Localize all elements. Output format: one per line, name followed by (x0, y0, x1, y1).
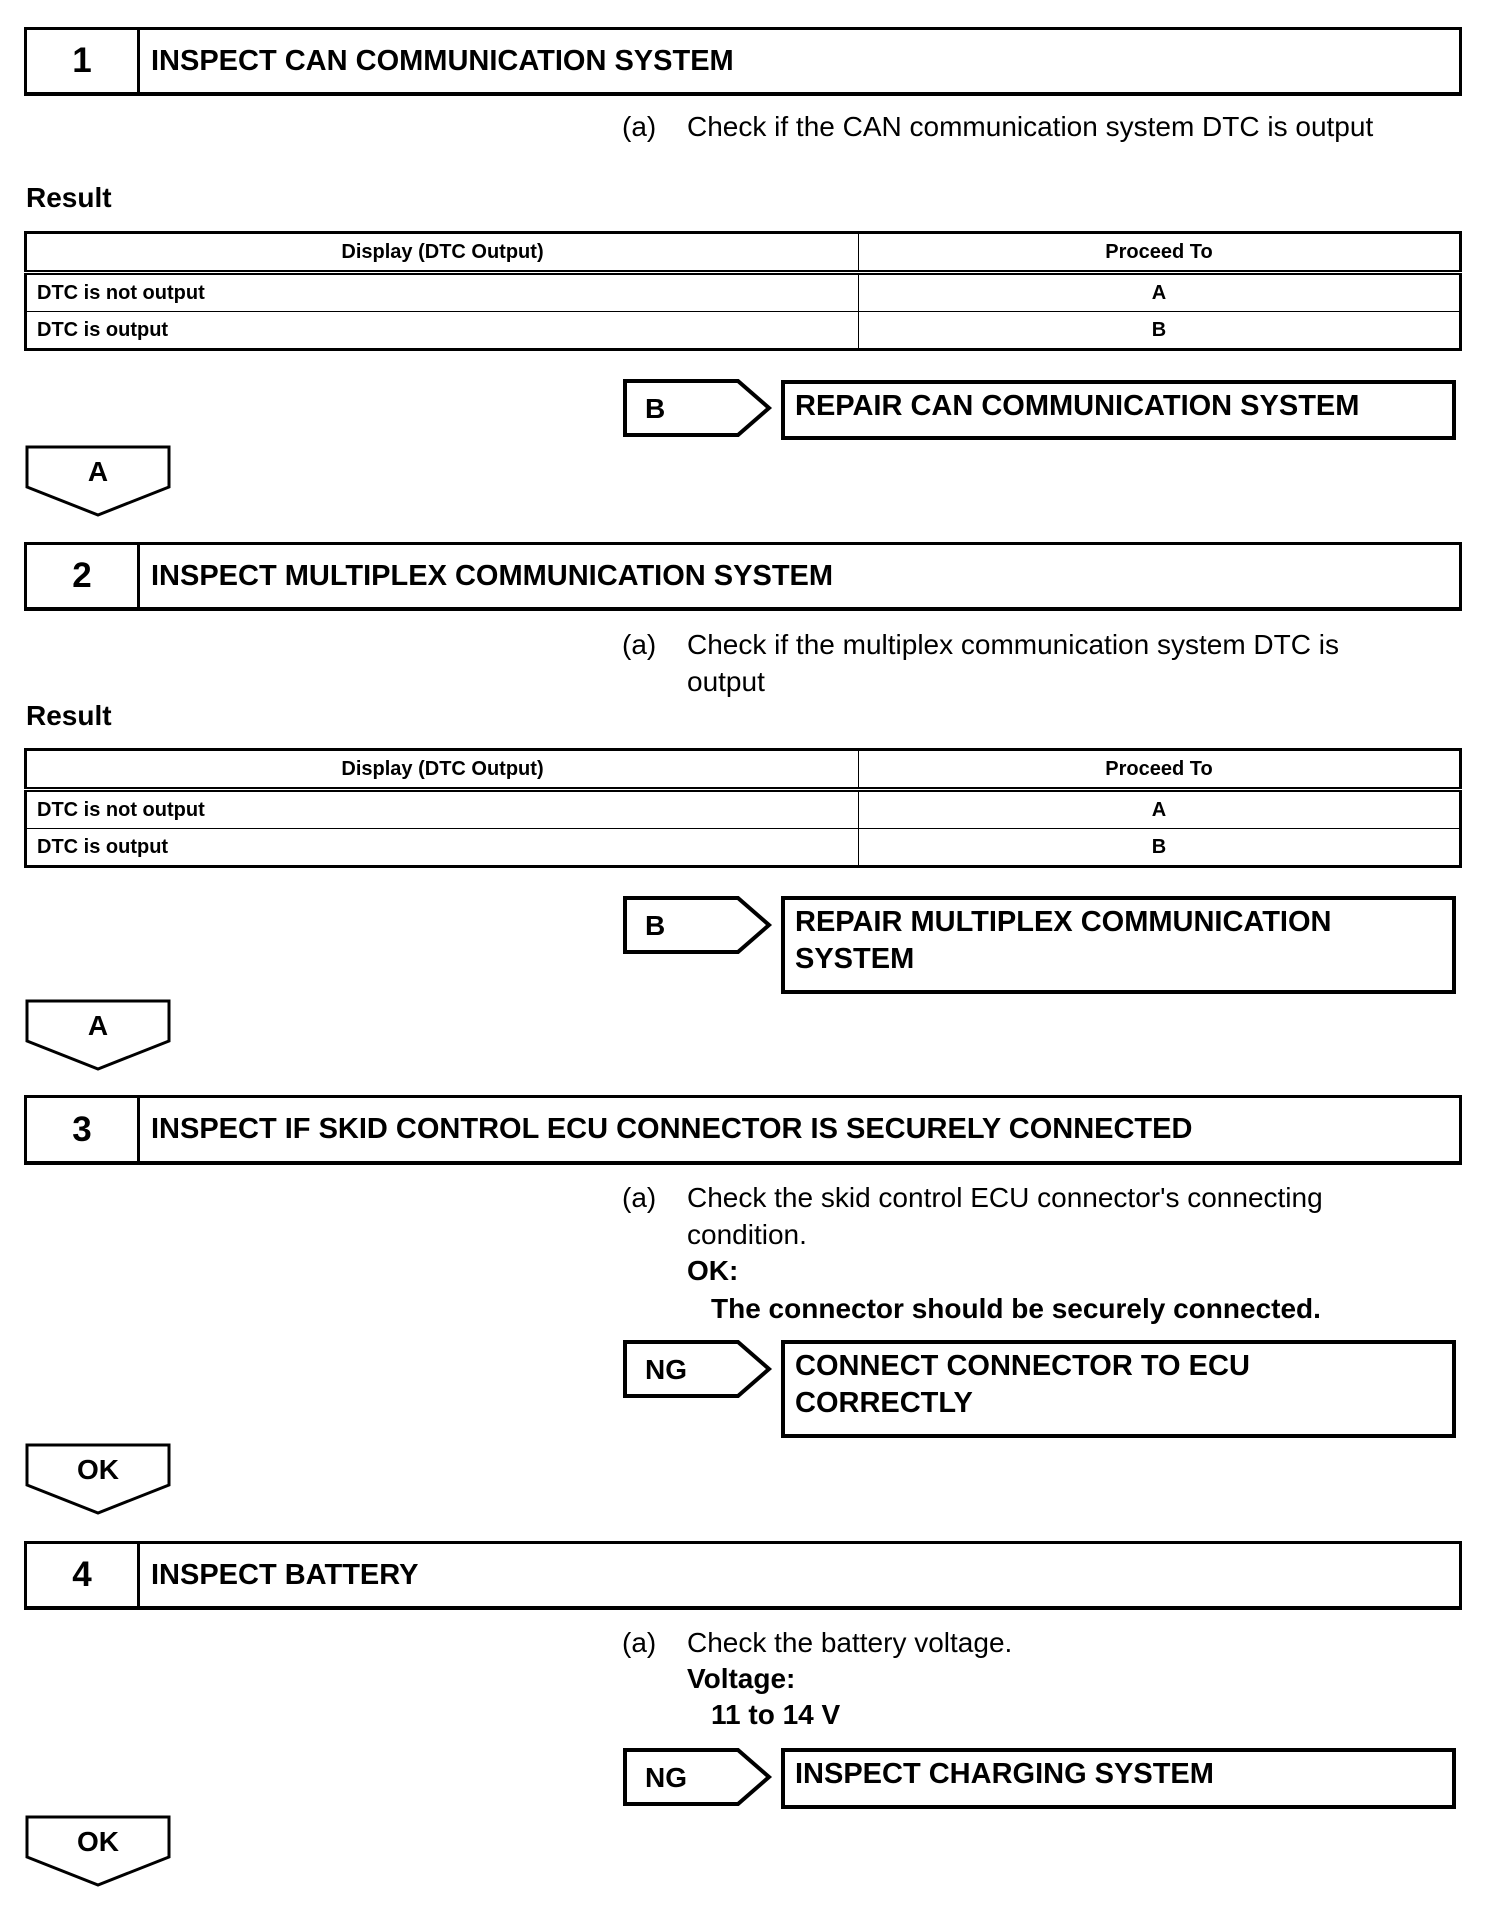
check-text-line: output (687, 666, 765, 697)
branch-action-line: REPAIR MULTIPLEX COMMUNICATION (795, 906, 1332, 938)
step-title: INSPECT IF SKID CONTROL ECU CONNECTOR IS SECURELY CONNECTED (151, 1113, 1193, 1145)
check-label: (a) (622, 111, 657, 142)
branch-arrow-right-icon (623, 1340, 773, 1398)
check-label: (a) (622, 629, 657, 660)
step-title: INSPECT CAN COMMUNICATION SYSTEM (151, 44, 734, 77)
step-number: 4 (27, 1544, 140, 1606)
result-label: Result (26, 700, 112, 731)
branch-action-line: CORRECTLY (795, 1387, 973, 1419)
check-text-line: condition. (687, 1219, 807, 1250)
column-header: Display (DTC Output) (26, 233, 859, 273)
check-text-line: Check if the multiplex communication system DTC is (687, 629, 1339, 660)
table-row (26, 273, 1461, 312)
branch-label: NG (645, 1354, 687, 1385)
continue-arrow-down-icon (25, 445, 171, 517)
cell: DTC is output (26, 312, 859, 350)
continue-arrow-down-icon (25, 1815, 171, 1887)
branch-label: B (645, 393, 666, 424)
table-header-row (26, 750, 1461, 790)
check-text-line: Check the skid control ECU connector's connecting (687, 1182, 1323, 1213)
table-row (26, 790, 1461, 829)
result-table (24, 748, 1462, 868)
continue-label: OK (77, 1826, 119, 1857)
step-2-header (24, 542, 1462, 611)
column-header: Proceed To (859, 233, 1461, 273)
step-4-header (24, 1541, 1462, 1610)
table-row (26, 829, 1461, 867)
step-number: 3 (27, 1098, 140, 1161)
branch-action-box (781, 1340, 1456, 1438)
cell: DTC is output (26, 829, 859, 867)
continue-arrow-down-icon (25, 999, 171, 1071)
table-row (26, 312, 1461, 350)
step-3-header (24, 1095, 1462, 1165)
step-title: INSPECT BATTERY (151, 1558, 419, 1591)
branch-arrow-right-icon (623, 379, 773, 437)
branch-arrow-right-icon (623, 1748, 773, 1806)
branch-action-box (781, 380, 1456, 440)
step-number: 1 (27, 30, 140, 92)
check-text: Check if the CAN communication system DTC is output (687, 111, 1374, 142)
result-label: Result (26, 182, 112, 213)
step-number: 2 (27, 545, 140, 607)
check-text: Check the battery voltage. (687, 1627, 1013, 1658)
branch-action-line: CONNECT CONNECTOR TO ECU (795, 1350, 1250, 1382)
branch-action-line: SYSTEM (795, 943, 915, 975)
step-title: INSPECT MULTIPLEX COMMUNICATION SYSTEM (151, 559, 834, 592)
cell: B (859, 829, 1461, 867)
continue-arrow-down-icon (25, 1443, 171, 1515)
table-header-row (26, 233, 1461, 273)
branch-action: INSPECT CHARGING SYSTEM (795, 1758, 1214, 1790)
continue-label: OK (77, 1454, 119, 1485)
branch-action-box (781, 1748, 1456, 1809)
column-header: Display (DTC Output) (26, 750, 859, 790)
column-header: Proceed To (859, 750, 1461, 790)
check-label: (a) (622, 1627, 657, 1658)
branch-arrow-right-icon (623, 896, 773, 954)
spec-value: 11 to 14 V (711, 1699, 841, 1730)
spec-label: Voltage: (687, 1663, 796, 1694)
cell: A (859, 790, 1461, 829)
result-table (24, 231, 1462, 351)
check-text (687, 626, 1339, 700)
spec-value: The connector should be securely connected. (711, 1293, 1321, 1324)
cell: A (859, 273, 1461, 312)
branch-label: NG (645, 1762, 687, 1793)
branch-label: B (645, 910, 666, 941)
branch-action: REPAIR CAN COMMUNICATION SYSTEM (795, 390, 1360, 422)
branch-action-box (781, 896, 1456, 994)
check-label: (a) (622, 1182, 657, 1213)
continue-label: A (87, 1010, 109, 1041)
cell: B (859, 312, 1461, 350)
cell: DTC is not output (26, 273, 859, 312)
check-text (687, 1179, 1323, 1253)
spec-label: OK: (687, 1255, 739, 1286)
continue-label: A (87, 456, 109, 487)
step-1-header (24, 27, 1462, 96)
cell: DTC is not output (26, 790, 859, 829)
